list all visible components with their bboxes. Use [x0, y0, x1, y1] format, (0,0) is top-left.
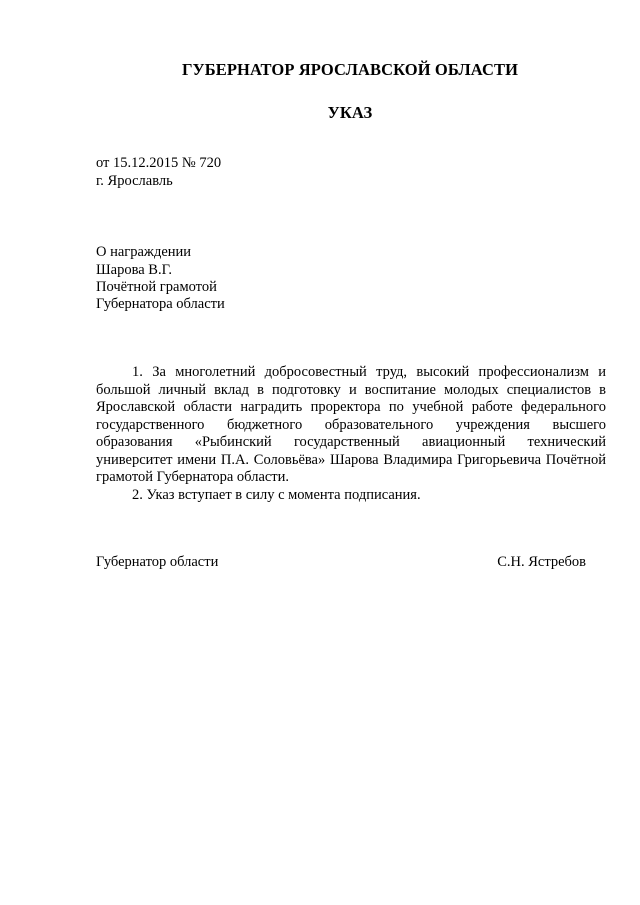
issuer-heading: ГУБЕРНАТОР ЯРОСЛАВСКОЙ ОБЛАСТИ — [181, 60, 519, 79]
subject-line: Шарова В.Г. — [96, 262, 172, 278]
signer-name: С.Н. Ястребов — [497, 554, 586, 570]
decree-paragraph: 1. За многолетний добросовестный труд, высокий профессионализм и большой личный вклад в подготовку и воспитание молодых специалистов в Ярославской области наградить проректора по учебной работе федерального государственного бюджетного образовательного учреждения высшего образования «Рыбинский государственный авиационный технический университет имени П.А. Соловьёва» Шарова Владимира Григорьевича Почётной грамотой Губернатора области. — [96, 364, 606, 485]
subject-line: Губернатора области — [96, 296, 225, 312]
subject-line: Почётной грамотой — [96, 279, 217, 295]
document-type-heading: УКАЗ — [327, 103, 373, 122]
decree-body — [96, 364, 606, 504]
document-city: г. Ярославль — [96, 173, 173, 189]
document-date-number: от 15.12.2015 № 720 — [96, 155, 222, 171]
decree-paragraph: 2. Указ вступает в силу с момента подписания. — [132, 486, 421, 503]
subject-line: О награждении — [96, 244, 192, 260]
signer-role: Губернатор области — [96, 554, 219, 570]
